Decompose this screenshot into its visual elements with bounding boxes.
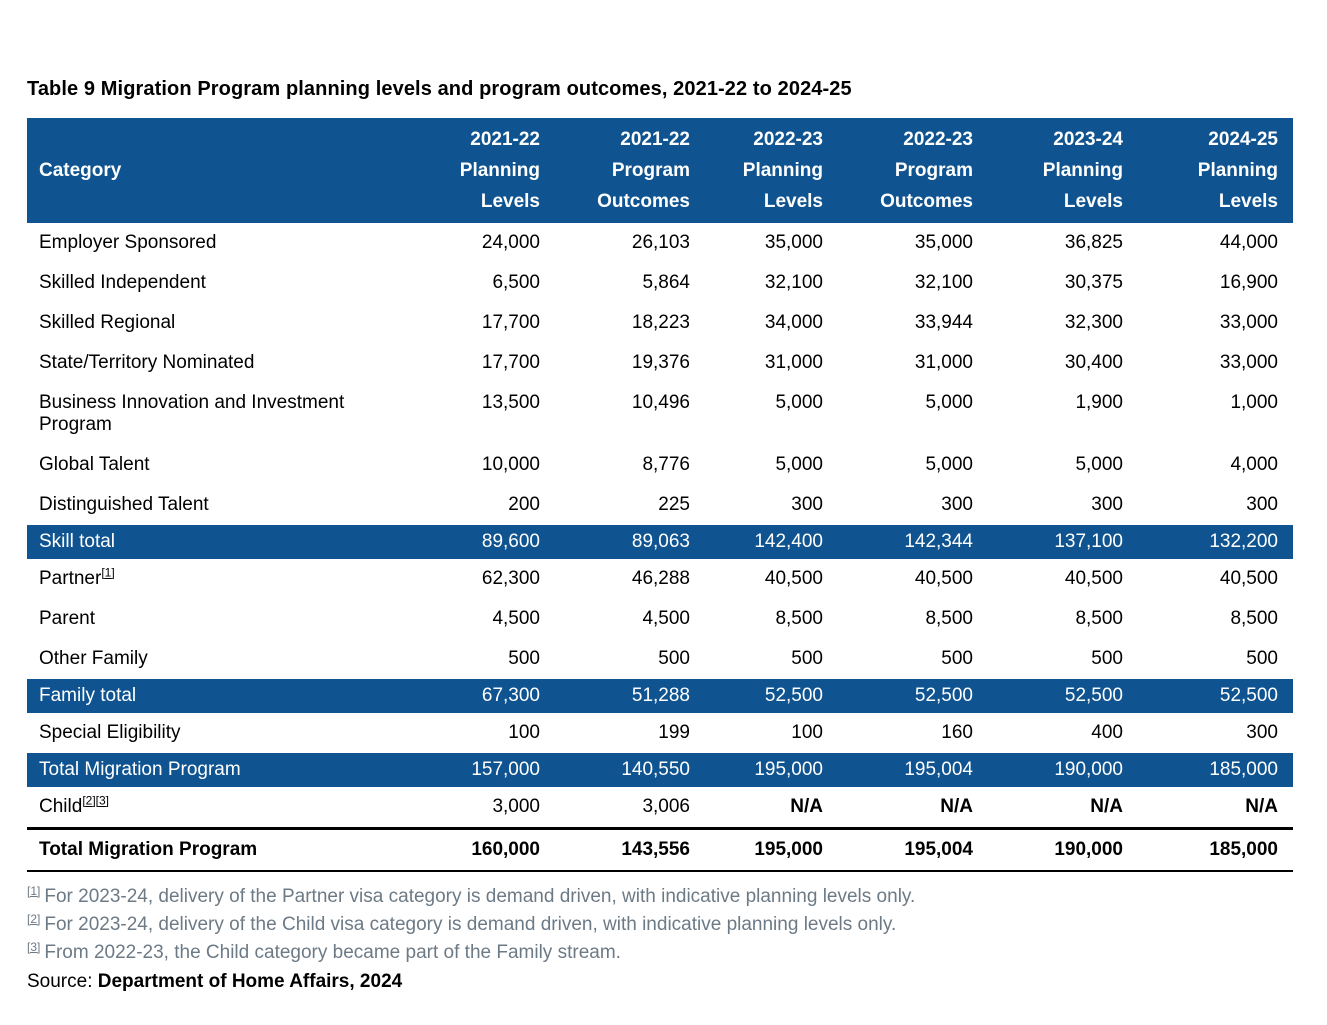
cell-value: 35,000 xyxy=(764,232,823,253)
cell-value: 137,100 xyxy=(988,525,1138,559)
row-category xyxy=(27,639,405,679)
row-category xyxy=(27,829,405,872)
table-row xyxy=(27,303,1293,343)
row-category xyxy=(27,599,405,639)
footnote-marker: [1] xyxy=(27,883,41,898)
cell-value: 5,000 xyxy=(925,454,973,475)
cell-value: 190,000 xyxy=(988,753,1138,787)
cell-value: 200 xyxy=(508,494,540,515)
cell-value: 46,288 xyxy=(631,568,690,589)
footnote xyxy=(27,939,1293,967)
cell-value: 34,000 xyxy=(764,312,823,333)
cell-value: 190,000 xyxy=(988,829,1138,872)
column-header-2024-25-planning xyxy=(1138,118,1293,223)
cell-value: 10,496 xyxy=(631,392,690,413)
cell-value: 142,400 xyxy=(705,525,838,559)
table-total-row xyxy=(27,829,1293,872)
cell-value: 3,000 xyxy=(492,796,540,817)
header-line: 2022-23 xyxy=(903,129,973,150)
cell-value: 8,500 xyxy=(925,608,973,629)
cell-value: 100 xyxy=(508,722,540,743)
header-line: Planning xyxy=(1197,160,1278,181)
cell-value: 4,500 xyxy=(492,608,540,629)
header-line: Planning xyxy=(742,160,823,181)
header-line: Outcomes xyxy=(880,191,973,212)
table-total-row xyxy=(27,525,1293,559)
cell-value: 400 xyxy=(1091,722,1123,743)
row-category xyxy=(27,787,405,829)
cell-value: 16,900 xyxy=(1219,272,1278,293)
cell-value: 300 xyxy=(791,494,823,515)
cell-value: 100 xyxy=(791,722,823,743)
cell-value: N/A xyxy=(1245,796,1278,817)
cell-value: 31,000 xyxy=(914,352,973,373)
cell-value: 52,500 xyxy=(1138,679,1293,713)
cell-value: 8,500 xyxy=(1230,608,1278,629)
header-line: Levels xyxy=(1218,191,1278,212)
header-line: 2024-25 xyxy=(1208,129,1278,150)
cell-value: 5,000 xyxy=(1075,454,1123,475)
cell-value: 62,300 xyxy=(481,568,540,589)
row-category-label: Total Migration Program xyxy=(39,839,258,860)
footnotes xyxy=(27,883,1293,967)
cell-value: 30,400 xyxy=(1064,352,1123,373)
table-title: Table 9 Migration Program planning levels and program outcomes, 2021-22 to 2024-25 xyxy=(27,78,852,100)
header-line: Levels xyxy=(480,191,540,212)
cell-value: 185,000 xyxy=(1138,829,1293,872)
header-line: Program xyxy=(611,160,690,181)
row-category xyxy=(27,343,405,383)
cell-value: 33,000 xyxy=(1219,352,1278,373)
header-line: Planning xyxy=(459,160,540,181)
column-header-2022-23-planning xyxy=(705,118,838,223)
table-row xyxy=(27,263,1293,303)
cell-value: 32,300 xyxy=(1064,312,1123,333)
row-category-label: Distinguished Talent xyxy=(39,494,209,515)
column-header-2022-23-program xyxy=(838,118,988,223)
source-text: Department of Home Affairs, 2024 xyxy=(97,971,403,992)
cell-value: 5,000 xyxy=(925,392,973,413)
cell-value: 143,556 xyxy=(555,829,705,872)
cell-value: 1,900 xyxy=(1075,392,1123,413)
cell-value: 32,100 xyxy=(764,272,823,293)
row-category xyxy=(27,485,405,525)
table-row xyxy=(27,485,1293,525)
header-line: 2023-24 xyxy=(1053,129,1123,150)
source-line xyxy=(27,968,1293,996)
table-row xyxy=(27,559,1293,599)
row-category xyxy=(27,713,405,753)
row-category xyxy=(27,223,405,263)
cell-value: 52,500 xyxy=(988,679,1138,713)
cell-value: 40,500 xyxy=(1219,568,1278,589)
cell-value: 33,000 xyxy=(1219,312,1278,333)
cell-value: 19,376 xyxy=(631,352,690,373)
cell-value: 300 xyxy=(941,494,973,515)
table-row xyxy=(27,343,1293,383)
cell-value: 195,000 xyxy=(705,753,838,787)
header-line: Levels xyxy=(763,191,823,212)
cell-value: 199 xyxy=(658,722,690,743)
footnote xyxy=(27,883,1293,911)
cell-value: 300 xyxy=(1091,494,1123,515)
cell-value: 30,375 xyxy=(1064,272,1123,293)
cell-value: 132,200 xyxy=(1138,525,1293,559)
table-row xyxy=(27,445,1293,485)
row-category-label: Parent xyxy=(39,608,95,629)
cell-value: 13,500 xyxy=(481,392,540,413)
row-category-label: State/Territory Nominated xyxy=(39,352,255,373)
table-row xyxy=(27,713,1293,753)
column-header-2023-24-planning xyxy=(988,118,1138,223)
header-line: Program xyxy=(894,160,973,181)
cell-value: 8,500 xyxy=(775,608,823,629)
table-total-row xyxy=(27,679,1293,713)
cell-value: 142,344 xyxy=(838,525,988,559)
footnote-text: From 2022-23, the Child category became part of the Family stream. xyxy=(44,942,621,963)
cell-value: 40,500 xyxy=(764,568,823,589)
cell-value: 6,500 xyxy=(492,272,540,293)
cell-value: 500 xyxy=(658,648,690,669)
row-category-label: Global Talent xyxy=(39,454,150,475)
table-row xyxy=(27,223,1293,263)
table-row xyxy=(27,599,1293,639)
cell-value: 51,288 xyxy=(555,679,705,713)
header-line: 2021-22 xyxy=(470,129,540,150)
cell-value: 52,500 xyxy=(838,679,988,713)
header-line: Levels xyxy=(1063,191,1123,212)
cell-value: 185,000 xyxy=(1138,753,1293,787)
table-total-row xyxy=(27,753,1293,787)
footnote-marker: [2] xyxy=(27,911,41,926)
row-category xyxy=(27,445,405,485)
cell-value: 500 xyxy=(508,648,540,669)
cell-value: 18,223 xyxy=(631,312,690,333)
cell-value: 89,600 xyxy=(405,525,555,559)
cell-value: 4,500 xyxy=(642,608,690,629)
row-category-label: Skilled Regional xyxy=(39,312,176,333)
cell-value: 225 xyxy=(658,494,690,515)
row-category-label: Family total xyxy=(39,685,137,706)
row-category-label: Special Eligibility xyxy=(39,722,181,743)
cell-value: 52,500 xyxy=(705,679,838,713)
row-category xyxy=(27,753,405,787)
cell-value: 67,300 xyxy=(405,679,555,713)
row-category-label: Skilled Independent xyxy=(39,272,206,293)
footnote-text: For 2023-24, delivery of the Child visa category is demand driven, with indicative planning levels only. xyxy=(44,914,897,935)
header-row xyxy=(27,118,1293,223)
cell-value: N/A xyxy=(790,796,823,817)
column-header-category: Category xyxy=(27,118,405,223)
footnote-ref[interactable]: [2][3] xyxy=(82,793,109,808)
cell-value: 35,000 xyxy=(914,232,973,253)
row-category-label: Skill total xyxy=(39,531,116,552)
cell-value: 17,700 xyxy=(481,352,540,373)
migration-program-table xyxy=(27,118,1293,872)
table-row xyxy=(27,639,1293,679)
header-line: Outcomes xyxy=(597,191,690,212)
header-line: 2021-22 xyxy=(620,129,690,150)
row-category-label: Total Migration Program xyxy=(39,759,241,780)
cell-value: 5,000 xyxy=(775,392,823,413)
cell-value: 40,500 xyxy=(914,568,973,589)
cell-value: 17,700 xyxy=(481,312,540,333)
cell-value: 4,000 xyxy=(1230,454,1278,475)
cell-value: N/A xyxy=(940,796,973,817)
cell-value: 26,103 xyxy=(631,232,690,253)
cell-value: 10,000 xyxy=(481,454,540,475)
row-category xyxy=(27,525,405,559)
cell-value: N/A xyxy=(1090,796,1123,817)
cell-value: 24,000 xyxy=(481,232,540,253)
row-category xyxy=(27,263,405,303)
cell-value: 140,550 xyxy=(555,753,705,787)
row-category xyxy=(27,383,405,445)
footnote-marker: [3] xyxy=(27,939,41,954)
cell-value: 300 xyxy=(1246,722,1278,743)
cell-value: 300 xyxy=(1246,494,1278,515)
cell-value: 500 xyxy=(1246,648,1278,669)
row-category-label: Business Innovation and Investment Program xyxy=(39,392,345,435)
cell-value: 40,500 xyxy=(1064,568,1123,589)
cell-value: 33,944 xyxy=(914,312,973,333)
cell-value: 195,004 xyxy=(838,753,988,787)
cell-value: 31,000 xyxy=(764,352,823,373)
footnote-ref[interactable]: [1] xyxy=(101,565,115,580)
cell-value: 8,500 xyxy=(1075,608,1123,629)
header-line: Planning xyxy=(1042,160,1123,181)
footnote xyxy=(27,911,1293,939)
row-category xyxy=(27,559,405,599)
cell-value: 157,000 xyxy=(405,753,555,787)
row-category xyxy=(27,303,405,343)
cell-value: 5,864 xyxy=(642,272,690,293)
cell-value: 160 xyxy=(941,722,973,743)
table-row xyxy=(27,383,1293,445)
row-category-label: Partner xyxy=(39,568,102,589)
cell-value: 89,063 xyxy=(555,525,705,559)
row-category-label: Child xyxy=(39,796,83,817)
cell-value: 36,825 xyxy=(1064,232,1123,253)
column-header-2021-22-program xyxy=(555,118,705,223)
cell-value: 195,004 xyxy=(838,829,988,872)
table-row xyxy=(27,787,1293,829)
cell-value: 160,000 xyxy=(405,829,555,872)
source-label: Source: xyxy=(27,971,98,992)
column-header-2021-22-planning xyxy=(405,118,555,223)
cell-value: 500 xyxy=(941,648,973,669)
cell-value: 8,776 xyxy=(642,454,690,475)
row-category-label: Other Family xyxy=(39,648,148,669)
cell-value: 44,000 xyxy=(1219,232,1278,253)
cell-value: 500 xyxy=(791,648,823,669)
cell-value: 32,100 xyxy=(914,272,973,293)
cell-value: 195,000 xyxy=(705,829,838,872)
cell-value: 5,000 xyxy=(775,454,823,475)
cell-value: 1,000 xyxy=(1230,392,1278,413)
cell-value: 3,006 xyxy=(642,796,690,817)
cell-value: 500 xyxy=(1091,648,1123,669)
row-category-label: Employer Sponsored xyxy=(39,232,217,253)
row-category xyxy=(27,679,405,713)
footnote-text: For 2023-24, delivery of the Partner visa category is demand driven, with indicative planning levels only. xyxy=(44,886,916,907)
header-line: 2022-23 xyxy=(753,129,823,150)
